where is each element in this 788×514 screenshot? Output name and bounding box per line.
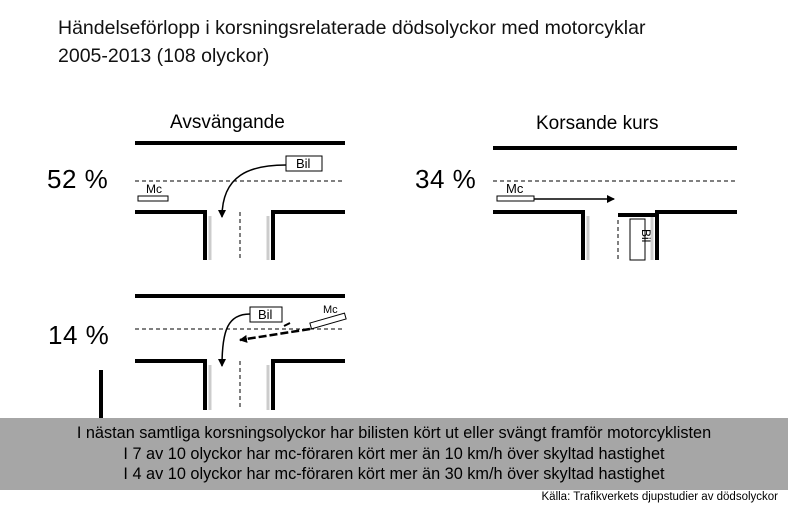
- road-corner-left: [135, 212, 205, 260]
- road-corner-right: [273, 212, 345, 260]
- heading-avsvangande: Avsvängande: [170, 112, 285, 133]
- percent-third: 14 %: [48, 320, 110, 350]
- title-line-1: Händelseförlopp i korsningsrelaterade dödsolyckor med motorcyklar: [58, 17, 646, 39]
- diagram-korsande-kurs: [493, 148, 737, 260]
- mc-label: Mc: [323, 304, 338, 316]
- road-corner-right: [657, 212, 737, 260]
- car-label: Bil: [258, 307, 273, 322]
- percent-avsvangande: 52 %: [47, 164, 109, 194]
- title-line-2: 2005-2013 (108 olyckor): [58, 45, 270, 67]
- summary-line-1: I nästan samtliga korsningsolyckor har bilisten kört ut eller svängt framför motorcyklisten: [76, 424, 712, 442]
- mc-arrow: [240, 329, 310, 340]
- car-label: Bil: [639, 229, 653, 243]
- car-label: Bil: [296, 156, 311, 171]
- diagram-avsvangande: [135, 143, 345, 260]
- summary-line-3: I 4 av 10 olyckor har mc-föraren kört mer än 30 km/h över skyltad hastighet: [123, 465, 665, 483]
- summary-line-2: I 7 av 10 olyckor har mc-föraren kört mer än 10 km/h över skyltad hastighet: [123, 444, 665, 463]
- mc-label: Mc: [146, 182, 162, 196]
- diagram-third: [101, 296, 346, 418]
- heading-korsande-kurs: Korsande kurs: [536, 113, 659, 134]
- mc-label: Mc: [506, 181, 524, 196]
- percent-korsande-kurs: 34 %: [415, 164, 477, 194]
- road-corner-left: [493, 212, 583, 260]
- motorcycle-shape: [497, 196, 534, 201]
- motorcycle-shape: [138, 196, 168, 201]
- car-turn-arrow: [222, 314, 250, 366]
- road-corner-left: [135, 361, 205, 410]
- source-caption: Källa: Trafikverkets djupstudier av dödsolyckor: [541, 491, 778, 503]
- car-turn-arrow: [222, 165, 286, 217]
- road-corner-right: [273, 361, 345, 410]
- summary-banner: [0, 418, 788, 490]
